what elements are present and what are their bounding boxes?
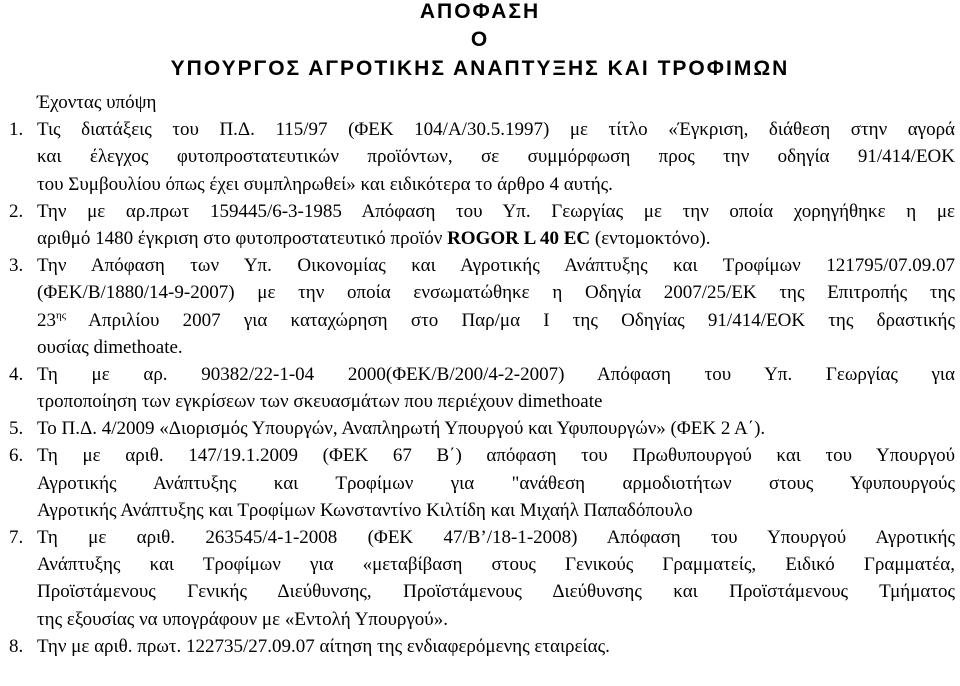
item-line: Αγροτικής Ανάπτυξης και Τροφίμων Κωνσταντίνο Κιλτίδη και Μιχαήλ Παπαδόπουλο xyxy=(37,499,693,521)
list-item-5 xyxy=(0,415,960,442)
list-item-3 xyxy=(0,252,960,361)
ordinal-suffix: ης xyxy=(56,309,67,322)
item-text: (εντομοκτόνο). xyxy=(590,227,711,249)
item-line: Τις διατάξεις του Π.Δ. 115/97 (ΦΕΚ 104/Α/30.5.1997) με τίτλο «Έγκριση, διάθεση στην αγορά xyxy=(37,119,955,141)
minister-heading: ΥΠΟΥΡΓΟΣ ΑΓΡΟΤΙΚΗΣ ΑΝΑΠΤΥΞΗΣ ΚΑΙ ΤΡΟΦΙΜΩΝ xyxy=(170,57,790,80)
product-name: ROGOR L 40 EC xyxy=(447,227,591,249)
list-item-1 xyxy=(0,116,960,198)
item-number: 3. xyxy=(9,255,24,277)
item-number: 2. xyxy=(9,200,24,222)
item-number: 6. xyxy=(9,445,24,467)
subject-heading: Ο xyxy=(470,28,490,51)
item-line: (ΦΕΚ/Β/1880/14-9-2007) με την οποία ενσωματώθηκε η Οδηγία 2007/25/ΕΚ της Επιτροπής της xyxy=(37,282,955,304)
item-line: Προϊστάμενους Γενικής Διεύθυνσης, Προϊστάμενους Διεύθυνσης και Προϊστάμενους Τμήματος xyxy=(37,581,955,603)
item-line: της εξουσίας να υπογράφουν με «Εντολή Υπουργού». xyxy=(37,608,448,630)
item-number: 8. xyxy=(9,635,24,657)
item-line: τροποποίηση των εγκρίσεων των σκευασμάτων που περιέχουν dimethoate xyxy=(37,391,603,413)
item-line: Την με αριθ. πρωτ. 122735/27.09.07 αίτηση της ενδιαφερόμενης εταιρείας. xyxy=(37,635,610,657)
item-number: 7. xyxy=(9,527,24,548)
list-item-6 xyxy=(0,442,960,524)
item-line: Τη με αριθ. 263545/4-1-2008 (ΦΕΚ 47/Β’/18-1-2008) Απόφαση του Υπουργού Αγροτικής xyxy=(37,527,955,548)
item-line: Τη με αρ. 90382/22-1-04 2000(ΦΕΚ/Β/200/4-2-2007) Απόφαση του Υπ. Γεωργίας για xyxy=(37,363,955,385)
list-item-8 xyxy=(0,633,960,660)
item-number: 1. xyxy=(9,119,24,141)
item-line: Την Απόφαση των Υπ. Οικονομίας και Αγροτικής Ανάπτυξης και Τροφίμων 121795/07.09.07 xyxy=(37,255,955,277)
intro-text: Έχοντας υπόψη xyxy=(37,92,157,113)
item-number: 4. xyxy=(9,363,24,385)
document-body xyxy=(0,89,960,660)
item-line xyxy=(37,225,955,252)
item-number: 5. xyxy=(9,418,24,440)
decision-heading: ΑΠΟΦΑΣΗ xyxy=(419,0,541,23)
item-line: Το Π.Δ. 4/2009 «Διορισμός Υπουργών, Αναπληρωτή Υπουργού και Υφυπουργών» (ΦΕΚ 2 Α΄). xyxy=(37,418,766,440)
item-text: Απριλίου 2007 για καταχώρηση στο Παρ/μα Ι της Οδηγίας 91/414/ΕΟΚ της δραστικής xyxy=(66,309,955,331)
item-line: Αγροτικής Ανάπτυξης και Τροφίμων για "ανάθεση αρμοδιοτήτων στους Υφυπουργούς xyxy=(37,472,955,494)
item-line: του Συμβουλίου όπως έχει συμπληρωθεί» και ειδικότερα το άρθρο 4 αυτής. xyxy=(37,173,613,195)
item-line: Ανάπτυξης και Τροφίμων για «μεταβίβαση στους Γενικούς Γραμματείς, Ειδικό Γραμματέα, xyxy=(37,554,955,576)
item-text: αριθμό 1480 έγκριση στο φυτοπροστατευτικό προϊόν xyxy=(37,227,448,249)
list-item-4 xyxy=(0,361,960,415)
item-line: ουσίας dimethoate. xyxy=(37,336,183,358)
item-line: και έλεγχος φυτοπροστατευτικών προϊόντων, σε συμμόρφωση προς την οδηγία 91/414/ΕΟΚ xyxy=(37,146,955,168)
list-item-2 xyxy=(0,198,960,252)
list-item-7 xyxy=(0,524,960,633)
item-line: Τη με αριθ. 147/19.1.2009 (ΦΕΚ 67 Β΄) απόφαση του Πρωθυπουργού και του Υπουργού xyxy=(37,445,955,467)
item-line: Την με αρ.πρωτ 159445/6-3-1985 Απόφαση του Υπ. Γεωργίας με την οποία χορηγήθηκε η με xyxy=(37,200,955,222)
item-text: 23 xyxy=(37,309,56,331)
item-line xyxy=(37,307,955,334)
